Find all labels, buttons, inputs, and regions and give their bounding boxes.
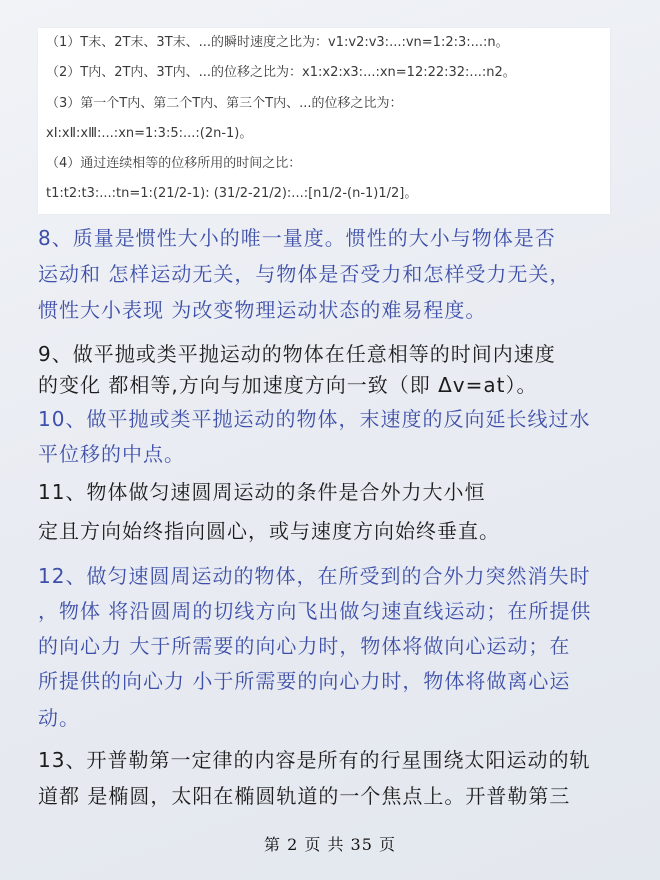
paragraph-8-line-2: 运动和 怎样运动无关，与物体是否受力和怎样受力无关，: [38, 262, 571, 286]
paragraph-12-line-2: ，物体 将沿圆周的切线方向飞出做匀速直线运动；在所提供: [38, 599, 592, 623]
formula-image: [38, 28, 610, 214]
paragraph-8-line-1: 8、质量是惯性大小的唯一量度。惯性的大小与物体是否: [38, 226, 556, 250]
paragraph-9-line-1: 9、做平抛或类平抛运动的物体在任意相等的时间内速度: [38, 342, 556, 366]
paragraph-10-line-1: 10、做平抛或类平抛运动的物体，末速度的反向延长线过水: [38, 407, 591, 431]
paragraph-11-line-2: 定且方向始终指向圆心，或与速度方向始终垂直。: [38, 519, 500, 543]
paragraph-12-line-5: 动。: [38, 706, 80, 730]
paragraph-8-line-3: 惯性大小表现 为改变物理运动状态的难易程度。: [38, 298, 487, 322]
paragraph-10-line-2: 平位移的中点。: [38, 442, 185, 466]
paragraph-13-line-2: 道都 是椭圆，太阳在椭圆轨道的一个焦点上。开普勒第三: [38, 784, 571, 808]
paragraph-12-line-4: 所提供的向心力 小于所需要的向心力时，物体将做离心运: [38, 669, 571, 693]
paragraph-12-line-1: 12、做匀速圆周运动的物体，在所受到的合外力突然消失时: [38, 564, 591, 588]
paragraph-9-line-2: 的变化 都相等,方向与加速度方向一致（即 Δv=at）。: [38, 373, 538, 397]
formula-line-4: xⅠ:xⅡ:xⅢ:...:xn=1:3:5:...:(2n-1)。: [46, 126, 253, 141]
page-number: 第 2 页 共 35 页: [264, 835, 396, 854]
formula-line-1: （1）T末、2T末、3T末、...的瞬时速度之比为：v1:v2:v3:...:vn=1:2:3:...:n。: [46, 35, 509, 50]
formula-line-3: （3）第一个T内、第二个T内、第三个T内、...的位移之比为：: [46, 96, 403, 111]
formula-line-5: （4）通过连续相等的位移所用的时间之比：: [46, 156, 302, 171]
paragraph-11-line-1: 11、物体做匀速圆周运动的条件是合外力大小恒: [38, 480, 486, 504]
paragraph-13-line-1: 13、开普勒第一定律的内容是所有的行星围绕太阳运动的轨: [38, 748, 591, 772]
formula-line-6: t1:t2:t3:...:tn=1:(21/2-1): (31/2-21/2):...:[n1/2-(n-1)1/2]。: [46, 186, 418, 201]
formula-line-2: （2）T内、2T内、3T内、...的位移之比为：x1:x2:x3:...:xn=12:22:32:...:n2。: [46, 65, 516, 80]
paragraph-12-line-3: 的向心力 大于所需要的向心力时，物体将做向心运动；在: [38, 634, 571, 658]
